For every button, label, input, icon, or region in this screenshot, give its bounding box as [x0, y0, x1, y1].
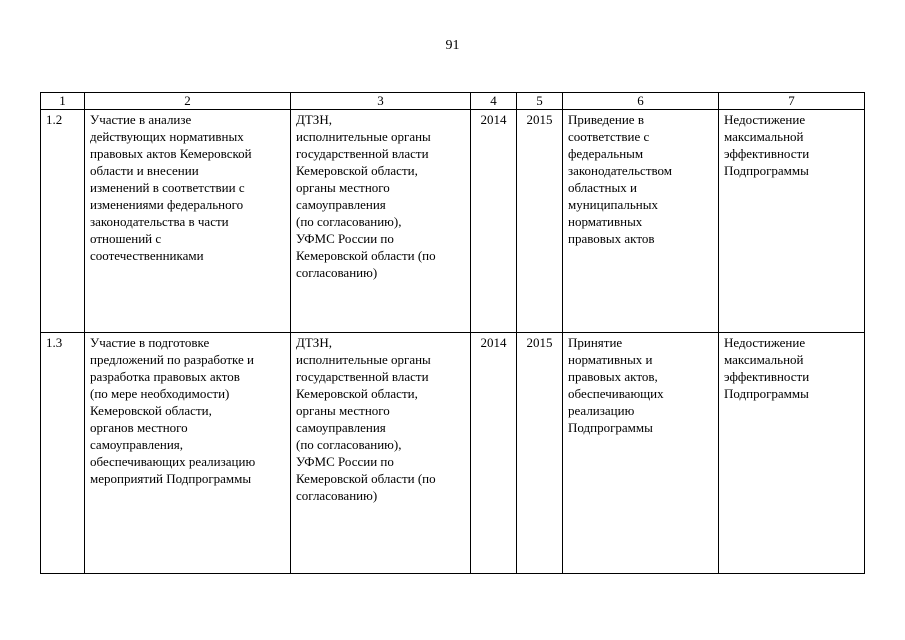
result-cell: Приведение в соответствие с федеральным законодательством областных и муниципальных нормативных правовых актов	[563, 110, 719, 333]
header-cell: 6	[563, 93, 719, 110]
page-number: 91	[445, 38, 460, 53]
activities-table	[40, 92, 865, 574]
consequence-cell: Недостижение максимальной эффективности Подпрограммы	[719, 333, 865, 574]
row-number: 1.2	[41, 110, 85, 333]
consequence-cell: Недостижение максимальной эффективности Подпрограммы	[719, 110, 865, 333]
table-header-row	[41, 93, 865, 110]
start-year-cell: 2014	[471, 333, 517, 574]
header-cell: 3	[291, 93, 471, 110]
activity-cell: Участие в анализе действующих нормативных правовых актов Кемеровской области и внесении изменений в соответствии с изменениями федерального законодательства в части отношений с соотечественниками	[85, 110, 291, 333]
header-cell: 4	[471, 93, 517, 110]
activity-cell: Участие в подготовке предложений по разработке и разработка правовых актов (по мере необходимости) Кемеровской области, органов местного самоуправления, обеспечивающих реализацию мероприятий Подпрограммы	[85, 333, 291, 574]
end-year-cell: 2015	[517, 333, 563, 574]
result-cell: Принятие нормативных и правовых актов, обеспечивающих реализацию Подпрограммы	[563, 333, 719, 574]
header-cell: 1	[41, 93, 85, 110]
start-year-cell: 2014	[471, 110, 517, 333]
executor-cell: ДТЗН, исполнительные органы государственной власти Кемеровской области, органы местного самоуправления (по согласованию), УФМС России по Кемеровской области (по согласованию)	[291, 333, 471, 574]
table-row	[41, 333, 865, 574]
row-number: 1.3	[41, 333, 85, 574]
table-row	[41, 110, 865, 333]
header-cell: 2	[85, 93, 291, 110]
end-year-cell: 2015	[517, 110, 563, 333]
executor-cell: ДТЗН, исполнительные органы государственной власти Кемеровской области, органы местного самоуправления (по согласованию), УФМС России по Кемеровской области (по согласованию)	[291, 110, 471, 333]
header-cell: 7	[719, 93, 865, 110]
header-cell: 5	[517, 93, 563, 110]
